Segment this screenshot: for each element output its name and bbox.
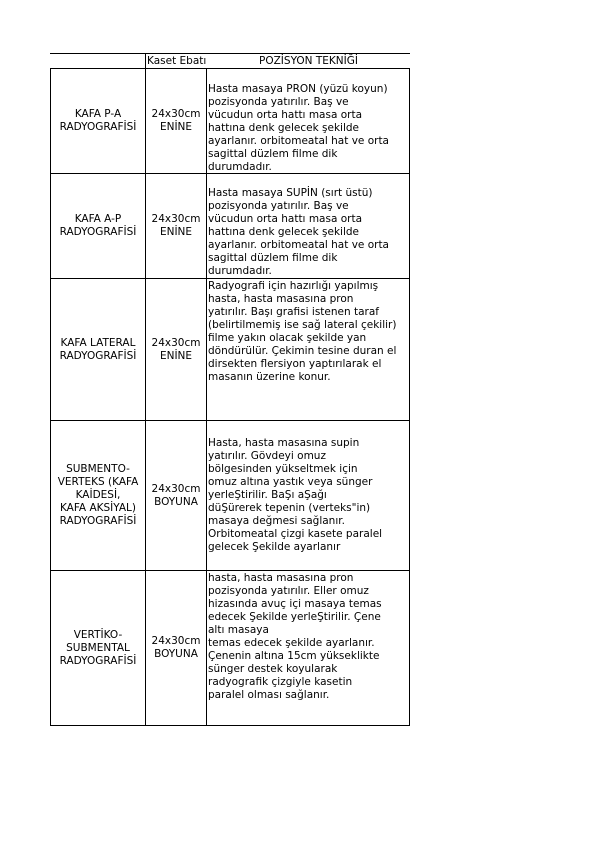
row-name: VERTİKO- SUBMENTAL RADYOGRAFİSİ (50, 571, 146, 725)
header-kaset-ebati: Kaset Ebatı (147, 55, 207, 67)
row-description: hasta, hasta masasına pron pozisyonda yatırılır. Eller omuz hizasında avuç içi masaya temas edecek Şekilde yerleŞtirilir. Çene altı masaya temas edecek şekilde ayarlanır. Çenenin altına 15cm yükseklikte sünger destek koyularak radyografik çizgiyle kasetin paralel olması sağlanır. (207, 571, 410, 725)
table-row (50, 278, 410, 420)
row-size: 24x30cm BOYUNA (146, 571, 207, 725)
row-name: KAFA LATERAL RADYOGRAFİSİ (50, 279, 146, 420)
table-row (50, 570, 410, 726)
row-name: KAFA P-A RADYOGRAFİSİ (50, 69, 146, 173)
row-description: Radyografi için hazırlığı yapılmış hasta, hasta masasına pron yatırılır. Başı grafisi istenen taraf (belirtilmemiş ise sağ lateral çekilir) filme yakın olacak şekilde yan döndürülür. Çekimin tesine duran el dirsekten flersiyon yaptırılarak el masanın üzerine konur. (207, 279, 410, 420)
row-size: 24x30cm ENİNE (146, 69, 207, 173)
table-row (50, 68, 410, 173)
radiography-table (50, 53, 410, 726)
row-size: 24x30cm BOYUNA (146, 421, 207, 570)
row-size: 24x30cm ENİNE (146, 279, 207, 420)
table-row (50, 420, 410, 570)
row-name: KAFA A-P RADYOGRAFİSİ (50, 174, 146, 278)
table-header (50, 53, 410, 68)
table-row (50, 173, 410, 278)
row-size: 24x30cm ENİNE (146, 174, 207, 278)
row-name: SUBMENTO- VERTEKS (KAFA KAİDESİ, KAFA AKSİYAL) RADYOGRAFİSİ (50, 421, 146, 570)
row-description: Hasta, hasta masasına supin yatırılır. Gövdeyi omuz bölgesinden yükseltmek için omuz altına yastık veya sünger yerleŞtirilir. BaŞı aŞağı düŞürerek tepenin (verteks"in) masaya değmesi sağlanır. Orbitomeatal çizgi kasete paralel gelecek Şekilde ayarlanır (207, 421, 410, 570)
row-description: Hasta masaya SUPİN (sırt üstü) pozisyonda yatırılır. Baş ve vücudun orta hattı masa orta hattına denk gelecek şekilde ayarlanır. orbitomeatal hat ve orta sagittal düzlem filme dik durumdadır. (207, 174, 410, 278)
row-description: Hasta masaya PRON (yüzü koyun) pozisyonda yatırılır. Baş ve vücudun orta hattı masa orta hattına denk gelecek şekilde ayarlanır. orbitomeatal hat ve orta sagittal düzlem filme dik durumdadır. (207, 69, 410, 173)
header-spacer (50, 54, 145, 68)
header-pozisyon-teknigi: POZİSYON TEKNİĞİ (259, 55, 358, 67)
